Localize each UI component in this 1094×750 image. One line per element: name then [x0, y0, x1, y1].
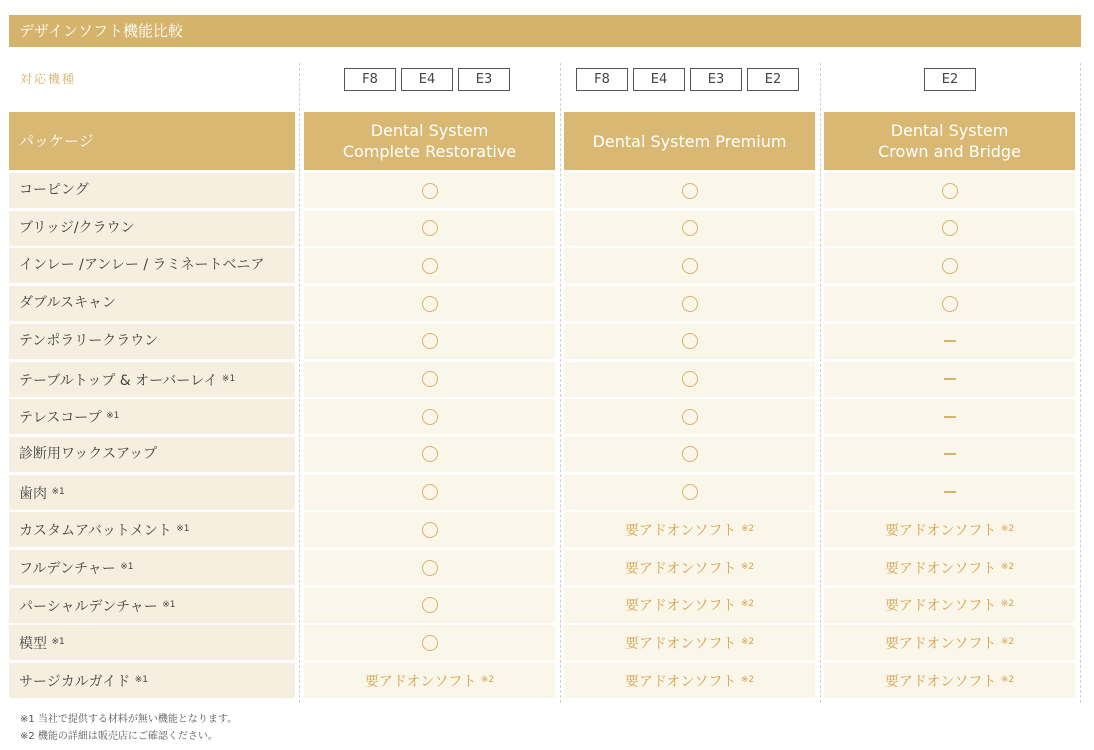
addon-text: 要アドオンソフト — [884, 522, 997, 539]
model-box: E2 — [924, 68, 976, 91]
models-col-1 — [344, 68, 510, 91]
footnote-mark: ※1 — [120, 562, 134, 572]
supported-circle-icon — [422, 333, 438, 349]
feature-label — [9, 248, 295, 283]
feature-name: ダブルスキャン — [19, 295, 117, 312]
supported-circle-icon — [682, 446, 698, 462]
addon-required — [365, 671, 494, 691]
supported-circle-icon — [942, 183, 958, 199]
feature-cell — [564, 324, 815, 359]
table-row — [0, 362, 1094, 397]
table-row — [0, 663, 1094, 698]
feature-cell — [824, 437, 1075, 472]
feature-cell — [824, 588, 1075, 623]
feature-name: テンポラリークラウン — [19, 332, 159, 349]
feature-label — [9, 663, 295, 698]
feature-cell — [564, 399, 815, 434]
model-box: E3 — [690, 68, 742, 91]
feature-cell — [564, 625, 815, 660]
feature-label — [9, 550, 295, 585]
model-box: F8 — [576, 68, 628, 91]
table-row — [0, 625, 1094, 660]
supported-circle-icon — [682, 296, 698, 312]
supported-circle-icon — [422, 484, 438, 500]
supported-circle-icon — [942, 220, 958, 236]
footnote-mark: ※2 — [740, 599, 755, 610]
not-available-dash-icon — [944, 378, 956, 380]
feature-label — [9, 173, 295, 208]
feature-cell — [824, 399, 1075, 434]
feature-name: パーシャルデンチャー — [19, 598, 158, 615]
product-name-line1: Dental System — [890, 121, 1009, 140]
feature-cell — [304, 550, 555, 585]
addon-text: 要アドオンソフト — [624, 560, 737, 577]
feature-cell — [564, 211, 815, 246]
table-row — [0, 588, 1094, 623]
footnote-mark: ※2 — [1000, 636, 1015, 647]
footnote-mark: ※2 — [1000, 523, 1015, 534]
feature-cell — [304, 588, 555, 623]
footnote-mark: ※2 — [1000, 674, 1015, 685]
addon-required — [885, 558, 1014, 578]
supported-circle-icon — [422, 183, 438, 199]
feature-cell — [304, 286, 555, 321]
product-name-line2: Crown and Bridge — [878, 142, 1021, 161]
supported-circle-icon — [422, 258, 438, 274]
feature-cell — [564, 475, 815, 510]
feature-cell — [564, 437, 815, 472]
not-available-dash-icon — [944, 340, 956, 342]
footnote-mark: ※2 — [740, 523, 755, 534]
footnote-mark: ※1 — [134, 675, 149, 686]
feature-name: 模型 — [19, 636, 47, 653]
feature-cell — [824, 248, 1075, 283]
feature-cell — [564, 663, 815, 698]
addon-text: 要アドオンソフト — [624, 635, 737, 652]
supported-circle-icon — [422, 635, 438, 651]
addon-text: 要アドオンソフト — [624, 522, 737, 539]
product-name-line1: Dental System — [370, 121, 489, 140]
addon-required — [885, 520, 1014, 540]
feature-name: フルデンチャー — [19, 561, 116, 577]
supported-circle-icon — [422, 296, 438, 312]
feature-cell — [824, 362, 1075, 397]
footnote-mark: ※2 — [1000, 561, 1015, 572]
table-row — [0, 324, 1094, 359]
supported-circle-icon — [422, 220, 438, 236]
feature-cell — [564, 248, 815, 283]
addon-required — [625, 633, 754, 653]
feature-name: 歯肉 — [19, 485, 47, 502]
model-box: E2 — [747, 68, 799, 91]
feature-name: カスタムアバットメント — [19, 523, 172, 540]
supported-circle-icon — [682, 333, 698, 349]
table-row — [0, 550, 1094, 585]
supported-circle-icon — [682, 371, 698, 387]
feature-cell — [304, 512, 555, 547]
feature-name: コーピング — [19, 182, 89, 198]
model-box: E3 — [458, 68, 510, 91]
feature-cell — [824, 512, 1075, 547]
compatible-models-label: 対応機種 — [20, 72, 77, 86]
feature-cell — [564, 550, 815, 585]
feature-name: 診断用ワックスアップ — [19, 445, 158, 462]
footnote-mark: ※1 — [162, 599, 176, 610]
footnote-mark: ※1 — [221, 373, 236, 384]
addon-text: 要アドオンソフト — [624, 673, 737, 690]
supported-circle-icon — [682, 183, 698, 199]
footnote-mark: ※1 — [176, 524, 190, 535]
footnote-mark: ※2 — [480, 674, 495, 685]
feature-name: サージカルガイド — [19, 674, 131, 691]
addon-required — [885, 671, 1014, 691]
table-row — [0, 437, 1094, 472]
table-row — [0, 211, 1094, 246]
product-complete-restorative — [304, 112, 555, 170]
addon-text: 要アドオンソフト — [884, 673, 997, 690]
table-row — [0, 248, 1094, 283]
footnote-2: ※2 機能の詳細は販売店にご確認ください。 — [20, 731, 218, 742]
feature-label — [9, 588, 295, 623]
product-crown-bridge — [824, 112, 1075, 170]
footnote-1: ※1 当社で提供する材料が無い機能となります。 — [20, 714, 238, 725]
addon-required — [625, 558, 754, 578]
footnote-mark: ※2 — [740, 674, 755, 685]
feature-name: インレー /アンレー / ラミネートベニア — [19, 257, 265, 274]
feature-cell — [304, 173, 555, 208]
feature-cell — [304, 663, 555, 698]
supported-circle-icon — [422, 560, 438, 576]
supported-circle-icon — [682, 484, 698, 500]
model-box: E4 — [633, 68, 685, 91]
feature-cell — [824, 173, 1075, 208]
not-available-dash-icon — [944, 491, 956, 493]
model-box: F8 — [344, 68, 396, 91]
feature-cell — [304, 248, 555, 283]
feature-cell — [304, 437, 555, 472]
feature-label — [9, 512, 295, 547]
feature-cell — [824, 663, 1075, 698]
table-row — [0, 512, 1094, 547]
footnote-mark: ※1 — [51, 637, 65, 648]
feature-cell — [304, 362, 555, 397]
supported-circle-icon — [682, 220, 698, 236]
feature-cell — [564, 512, 815, 547]
product-name-line1: Dental System Premium — [592, 131, 787, 151]
not-available-dash-icon — [944, 416, 956, 418]
feature-cell — [304, 211, 555, 246]
supported-circle-icon — [422, 446, 438, 462]
feature-cell — [824, 324, 1075, 359]
supported-circle-icon — [422, 409, 438, 425]
feature-name: ブリッジ/クラウン — [19, 219, 135, 236]
addon-text: 要アドオンソフト — [364, 673, 477, 690]
addon-required — [885, 595, 1014, 615]
addon-required — [625, 595, 754, 615]
feature-cell — [304, 625, 555, 660]
addon-text: 要アドオンソフト — [624, 598, 737, 615]
feature-label — [9, 475, 295, 510]
feature-label — [9, 437, 295, 472]
supported-circle-icon — [422, 522, 438, 538]
feature-label — [9, 625, 295, 660]
feature-cell — [824, 286, 1075, 321]
models-col-3 — [924, 68, 976, 91]
feature-cell — [304, 399, 555, 434]
supported-circle-icon — [682, 409, 698, 425]
product-premium — [564, 112, 815, 170]
feature-cell — [304, 475, 555, 510]
page-title: デザインソフト機能比較 — [9, 15, 1081, 47]
addon-required — [885, 633, 1014, 653]
models-col-2 — [576, 68, 799, 91]
addon-text: 要アドオンソフト — [884, 635, 997, 652]
package-header-row — [0, 112, 1094, 170]
supported-circle-icon — [942, 258, 958, 274]
feature-cell — [824, 211, 1075, 246]
feature-cell — [564, 588, 815, 623]
table-row — [0, 399, 1094, 434]
not-available-dash-icon — [944, 453, 956, 455]
feature-label — [9, 362, 295, 397]
footnote-mark: ※2 — [740, 636, 755, 647]
footnote-mark: ※2 — [1000, 599, 1015, 610]
footnote-mark: ※2 — [740, 561, 755, 572]
supported-circle-icon — [422, 371, 438, 387]
feature-cell — [824, 550, 1075, 585]
feature-name: テレスコープ — [19, 410, 102, 427]
table-row — [0, 173, 1094, 208]
supported-circle-icon — [942, 296, 958, 312]
addon-text: 要アドオンソフト — [884, 598, 997, 615]
package-label: パッケージ — [9, 112, 295, 170]
addon-text: 要アドオンソフト — [884, 560, 997, 577]
feature-cell — [824, 475, 1075, 510]
feature-cell — [564, 173, 815, 208]
footnote-mark: ※1 — [106, 411, 120, 422]
feature-cell — [304, 324, 555, 359]
addon-required — [625, 520, 754, 540]
supported-circle-icon — [682, 258, 698, 274]
addon-required — [625, 671, 754, 691]
model-box: E4 — [401, 68, 453, 91]
footnotes — [20, 711, 237, 745]
feature-label — [9, 399, 295, 434]
feature-cell — [564, 286, 815, 321]
feature-name: テーブルトップ & オーバーレイ — [19, 372, 218, 389]
feature-cell — [564, 362, 815, 397]
product-name-line2: Complete Restorative — [342, 142, 517, 161]
feature-label — [9, 286, 295, 321]
feature-label — [9, 324, 295, 359]
footnote-mark: ※1 — [51, 486, 65, 497]
feature-cell — [824, 625, 1075, 660]
feature-label — [9, 211, 295, 246]
table-row — [0, 286, 1094, 321]
supported-circle-icon — [422, 597, 438, 613]
table-row — [0, 475, 1094, 510]
